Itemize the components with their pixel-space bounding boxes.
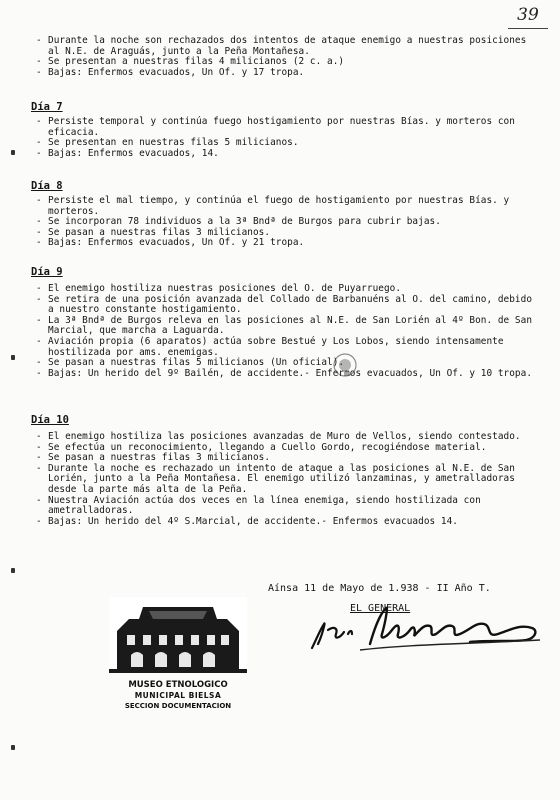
- stamp-line-2: MUNICIPAL BIELSA: [134, 691, 222, 700]
- list-item: - Bajas: Enfermos evacuados, Un Of. y 21 tropa.: [0, 238, 560, 249]
- list-item: - Aviación propia (6 aparatos) actúa sobre Bestué y Los Lobos, siendo intensamente hostilizada por ams. enemigas.: [0, 337, 560, 358]
- list-item: - Persiste temporal y continúa fuego hostigamiento por nuestras Bías. y morteros con eficacia.: [0, 117, 560, 138]
- list-item: - Se pasan a nuestras filas 3 milicianos.: [0, 228, 560, 239]
- day-list: [0, 284, 560, 379]
- list-item: - Bajas: Enfermos evacuados, Un Of. y 17 tropa.: [0, 68, 560, 79]
- list-item: - Se efectúa un reconocimiento, llegando a Cuello Gordo, recogiéndose material.: [0, 443, 560, 454]
- day-heading: Día 9: [31, 266, 63, 278]
- list-item: - El enemigo hostiliza nuestras posiciones del O. de Puyarruego.: [0, 284, 560, 295]
- list-item: - Nuestra Aviación actúa dos veces en la línea enemiga, siendo hostilizada con ametralladoras.: [0, 496, 560, 517]
- stamp-line-3: SECCION DOCUMENTACION: [124, 702, 232, 710]
- stamp-line-1: MUSEO ETNOLOGICO: [128, 680, 228, 690]
- page-number: 39: [508, 4, 548, 29]
- day-heading: Día 10: [31, 414, 69, 426]
- list-item: - Se presentan a nuestras filas 4 milicianos (2 c. a.): [0, 57, 560, 68]
- list-item: - Bajas: Un herido del 9º Bailén, de accidente.- Enfermos evacuados, Un Of. y 10 tropa.: [0, 369, 560, 380]
- day-list: [0, 117, 560, 159]
- margin-mark: [11, 568, 15, 573]
- place-date: Aínsa 11 de Mayo de 1.938 - II Año T.: [268, 583, 491, 594]
- round-seal-icon: [330, 350, 360, 380]
- list-item: - Se incorporan 78 individuos a la 3ª Bndª de Burgos para cubrir bajas.: [0, 217, 560, 228]
- list-item: - Bajas: Enfermos evacuados, 14.: [0, 149, 560, 160]
- day-heading: Día 7: [31, 101, 63, 113]
- list-item: - Se retira de una posición avanzada del Collado de Barbanuéns al O. del camino, debido a nuestro constante hostigamiento.: [0, 295, 560, 316]
- list-item: - Persiste el mal tiempo, y continúa el fuego de hostigamiento por nuestras Bías. y morteros.: [0, 196, 560, 217]
- list-item: - Durante la noche es rechazado un intento de ataque a las posiciones al N.E. de San Lorién, junto a la Peña Montañesa. El enemigo utilizó lanzaminas, y ametralladoras desde la parte más alta de la Peña.: [0, 464, 560, 496]
- intro-list: [0, 36, 560, 78]
- list-item: - Se presentan en nuestras filas 5 milicianos.: [0, 138, 560, 149]
- list-item: - La 3ª Bndª de Burgos releva en las posiciones al N.E. de San Lorién al 4º Bon. de San Marcial, que marcha a Laguarda.: [0, 316, 560, 337]
- list-item: - Se pasan a nuestras filas 3 milicianos.: [0, 453, 560, 464]
- day-heading: Día 8: [31, 180, 63, 192]
- day-list: [0, 432, 560, 527]
- list-item: - Bajas: Un herido del 4º S.Marcial, de accidente.- Enfermos evacuados 14.: [0, 517, 560, 528]
- list-item: - El enemigo hostiliza las posiciones avanzadas de Muro de Vellos, siendo contestado.: [0, 432, 560, 443]
- day-list: [0, 196, 560, 249]
- margin-mark: [11, 745, 15, 750]
- list-item: - Se pasan a nuestras filas 5 milicianos (Un oficial).: [0, 358, 560, 369]
- list-item: - Durante la noche son rechazados dos intentos de ataque enemigo a nuestras posiciones al N.E. de Araguás, junto a la Peña Montañesa.: [0, 36, 560, 57]
- handwritten-signature: [300, 600, 550, 656]
- signatory-title: EL GENERAL: [350, 603, 411, 614]
